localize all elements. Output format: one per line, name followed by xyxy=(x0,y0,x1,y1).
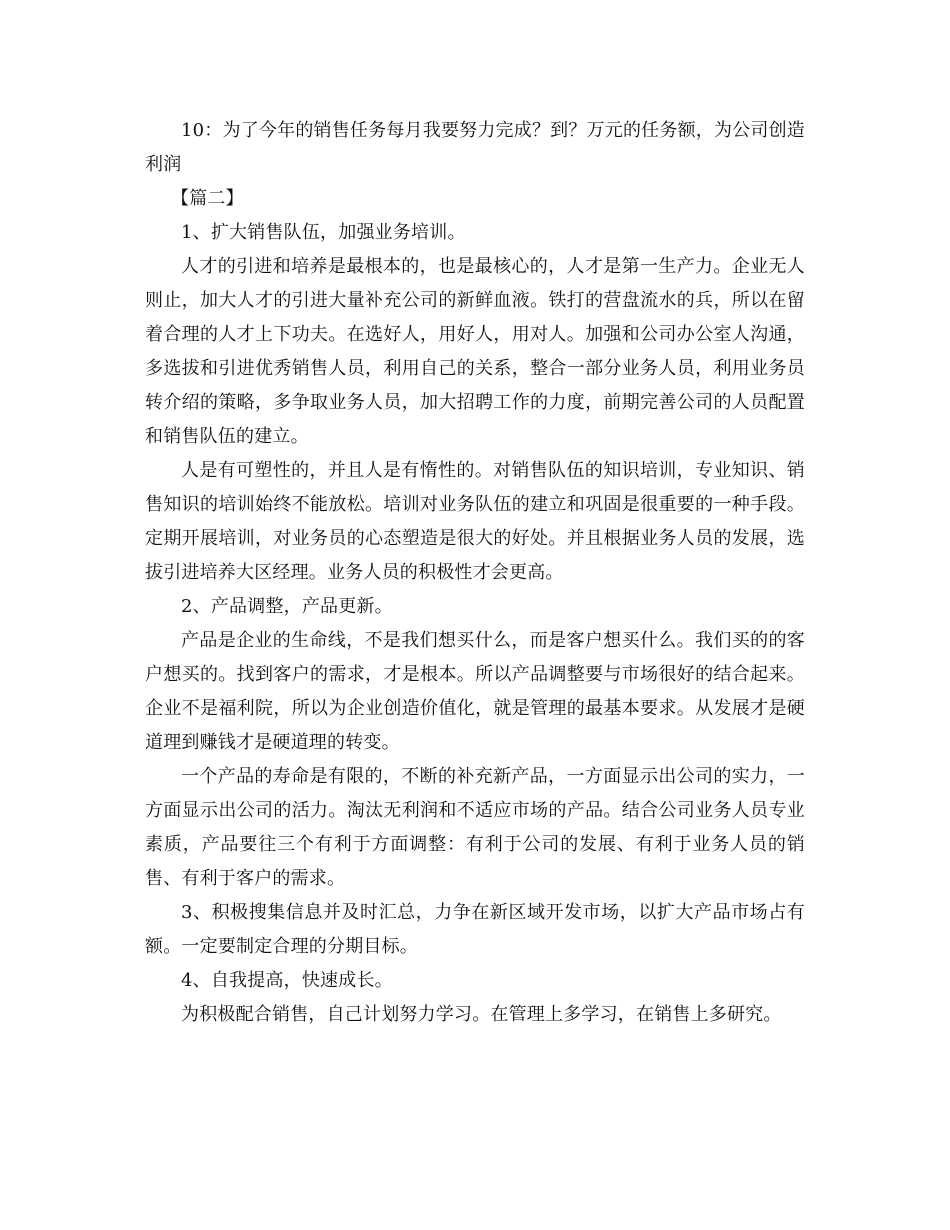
paragraph-sales-target: 10：为了今年的销售任务每月我要努力完成？到？万元的任务额，为公司创造利润 xyxy=(145,120,805,175)
paragraph-training: 人是有可塑性的，并且人是有惰性的。对销售队伍的知识培训，专业知识、销售知识的培训始终不能放松。培训对业务队伍的建立和巩固是很重要的一种手段。定期开展培训，对业务员的心态塑造是很大的好处。并且根据业务人员的发展，选拔引进培养大区经理。业务人员的积极性才会更高。 xyxy=(145,460,805,583)
point-3-paragraph: 3、积极搜集信息并及时汇总，力争在新区域开发市场，以扩大产品市场占有额。一定要制定合理的分期目标。 xyxy=(145,902,805,957)
paragraph-self-improvement: 为积极配合销售，自己计划努力学习。在管理上多学习，在销售上多研究。 xyxy=(181,1004,782,1025)
document-body xyxy=(145,114,805,1032)
point-2-heading: 2、产品调整，产品更新。 xyxy=(181,596,393,617)
point-4-heading: 4、自我提高，快速成长。 xyxy=(181,970,393,991)
paragraph-product-lifespan: 一个产品的寿命是有限的，不断的补充新产品，一方面显示出公司的实力，一方面显示出公司的活力。淘汰无利润和不适应市场的产品。结合公司业务人员专业素质，产品要往三个有利于方面调整：有利于公司的发展、有利于业务人员的销售、有利于客户的需求。 xyxy=(145,766,805,889)
paragraph-talent: 人才的引进和培养是最根本的，也是最核心的，人才是第一生产力。企业无人则止，加大人才的引进大量补充公司的新鲜血液。铁打的营盘流水的兵，所以在留着合理的人才上下功夫。在选好人，用好人，用对人。加强和公司办公室人沟通，多选拔和引进优秀销售人员，利用自己的关系，整合一部分业务人员，利用业务员转介绍的策略，多争取业务人员，加大招聘工作的力度，前期完善公司的人员配置和销售队伍的建立。 xyxy=(145,256,805,447)
paragraph-product-lifeline: 产品是企业的生命线，不是我们想买什么，而是客户想买什么。我们买的的客户想买的。找到客户的需求，才是根本。所以产品调整要与市场很好的结合起来。企业不是福利院，所以为企业创造价值化，就是管理的最基本要求。从发展才是硬道理到赚钱才是硬道理的转变。 xyxy=(145,630,805,753)
section-heading-part-two: 【篇二】 xyxy=(171,188,244,209)
point-1-heading: 1、扩大销售队伍，加强业务培训。 xyxy=(181,222,466,243)
